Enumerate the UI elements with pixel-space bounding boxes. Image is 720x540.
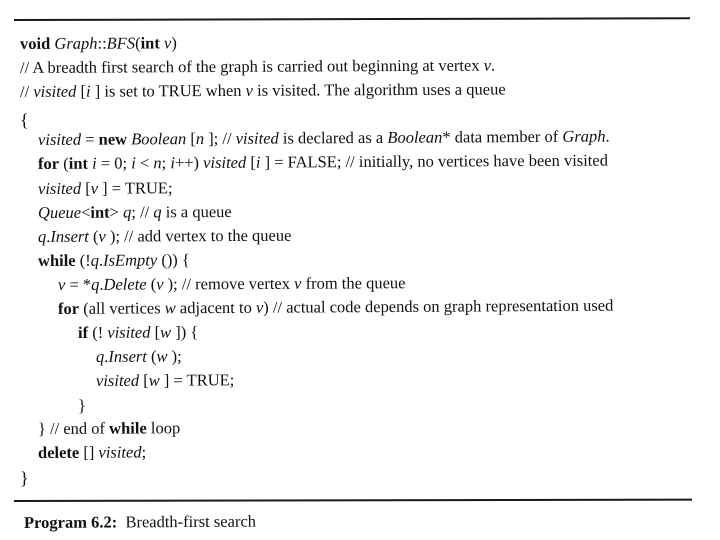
code-line: // A breadth first search of the graph is carried out beginning at vertex v. <box>19 55 496 77</box>
bottom-rule <box>14 499 692 502</box>
figure-caption <box>24 512 256 533</box>
code-line: q.Insert (v ); // add vertex to the queue <box>37 225 292 246</box>
code-line: delete [] visited; <box>37 442 147 462</box>
code-line: // visited [i ] is set to TRUE when v is visited. The algorithm uses a queue <box>19 79 506 101</box>
code-line: while (!q.IsEmpty ()) { <box>37 250 190 270</box>
code-line: if (! visited [w ]) { <box>77 322 199 342</box>
code-line: visited [w ] = TRUE; <box>95 370 235 390</box>
code-line: for (all vertices w adjacent to v) // actual code depends on graph representation used <box>57 295 614 318</box>
code-line: Queue<int> q; // q is a queue <box>37 201 232 222</box>
code-line: } // end of while loop <box>37 418 181 438</box>
code-line: { <box>20 110 29 130</box>
code-line: void Graph::BFS(int v) <box>19 33 177 53</box>
code-line: q.Insert (w ); <box>95 346 182 366</box>
code-line: v = *q.Delete (v ); // remove vertex v from the queue <box>57 273 406 294</box>
code-line: visited = new Boolean [n ]; // visited is declared as a Boolean* data member of Graph. <box>37 126 610 149</box>
caption-title: Breadth-first search <box>125 511 257 532</box>
code-line: for (int i = 0; i < n; i++) visited [i ] = FALSE; // initially, no vertices have been visited <box>37 150 608 173</box>
code-line: } <box>20 468 29 488</box>
caption-label: Program 6.2: <box>23 512 118 532</box>
code-line: } <box>78 396 86 415</box>
code-line: visited [v ] = TRUE; <box>37 178 173 198</box>
